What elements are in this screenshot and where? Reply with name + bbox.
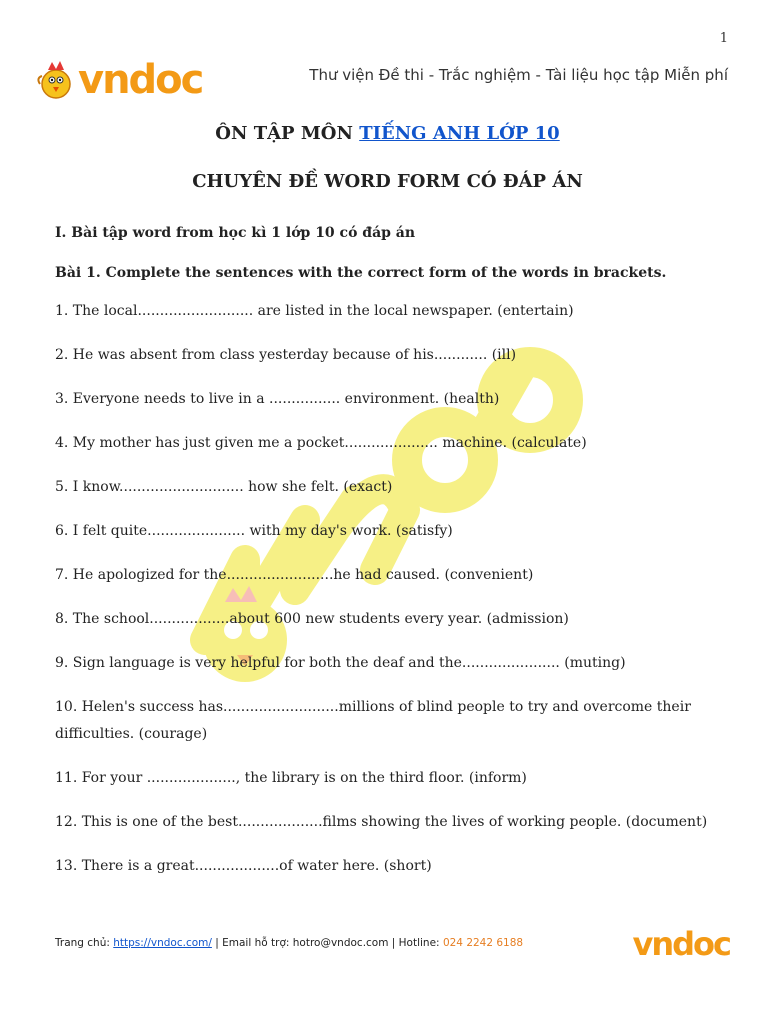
main-title bbox=[55, 123, 720, 145]
question-item: 9. Sign language is very helpful for both the deaf and the...................... (muting) bbox=[55, 655, 626, 672]
title-prefix: ÔN TẬP MÔN bbox=[215, 123, 360, 144]
footer-home-link[interactable]: https://vndoc.com/ bbox=[113, 937, 212, 949]
question-item: 2. He was absent from class yesterday because of his............ (ill) bbox=[55, 347, 517, 364]
exercise-heading: Bài 1. Complete the sentences with the correct form of the words in brackets. bbox=[55, 265, 667, 282]
question-item: 12. This is one of the best...................films showing the lives of working people. (document) bbox=[55, 814, 708, 831]
chicken-mascot-icon bbox=[34, 58, 78, 102]
page-number: 1 bbox=[719, 31, 728, 46]
question-item: 7. He apologized for the........................he had caused. (convenient) bbox=[55, 567, 534, 584]
section-heading: I. Bài tập word from học kì 1 lớp 10 có đáp án bbox=[55, 225, 416, 242]
question-item: 5. I know............................ how she felt. (exact) bbox=[55, 479, 393, 496]
question-item: 4. My mother has just given me a pocket..................... machine. (calculate) bbox=[55, 435, 587, 452]
footer-logo: vndoc bbox=[632, 925, 730, 963]
subtitle: CHUYÊN ĐỀ WORD FORM CÓ ĐÁP ÁN bbox=[192, 170, 583, 192]
question-item: 10. Helen's success has..........................millions of blind people to try and overcome their difficulties. (courage) bbox=[55, 699, 691, 743]
question-item: 13. There is a great...................of water here. (short) bbox=[55, 858, 432, 875]
question-item: 8. The school..................about 600 new students every year. (admission) bbox=[55, 611, 569, 628]
footer-contact: | Email hỗ trợ: hotro@vndoc.com | Hotline: bbox=[211, 937, 443, 949]
footer-home-label: Trang chủ: bbox=[55, 937, 114, 949]
footer bbox=[55, 937, 523, 949]
question-item: 11. For your ...................., the library is on the third floor. (inform) bbox=[55, 770, 527, 787]
footer-hotline: 024 2242 6188 bbox=[442, 937, 524, 949]
brand-name: vndoc bbox=[78, 57, 203, 103]
question-list bbox=[55, 298, 720, 880]
document-body bbox=[55, 119, 720, 897]
tagline: Thư viện Đề thi - Trắc nghiệm - Tài liệu học tập Miễn phí bbox=[309, 66, 728, 84]
title-link[interactable]: TIẾNG ANH LỚP 10 bbox=[359, 123, 560, 144]
question-item: 6. I felt quite...................... with my day's work. (satisfy) bbox=[55, 523, 453, 540]
vndoc-logo[interactable] bbox=[34, 58, 202, 102]
question-item: 1. The local.......................... are listed in the local newspaper. (entertain) bbox=[55, 303, 574, 320]
question-item: 3. Everyone needs to live in a ................ environment. (health) bbox=[55, 391, 500, 408]
